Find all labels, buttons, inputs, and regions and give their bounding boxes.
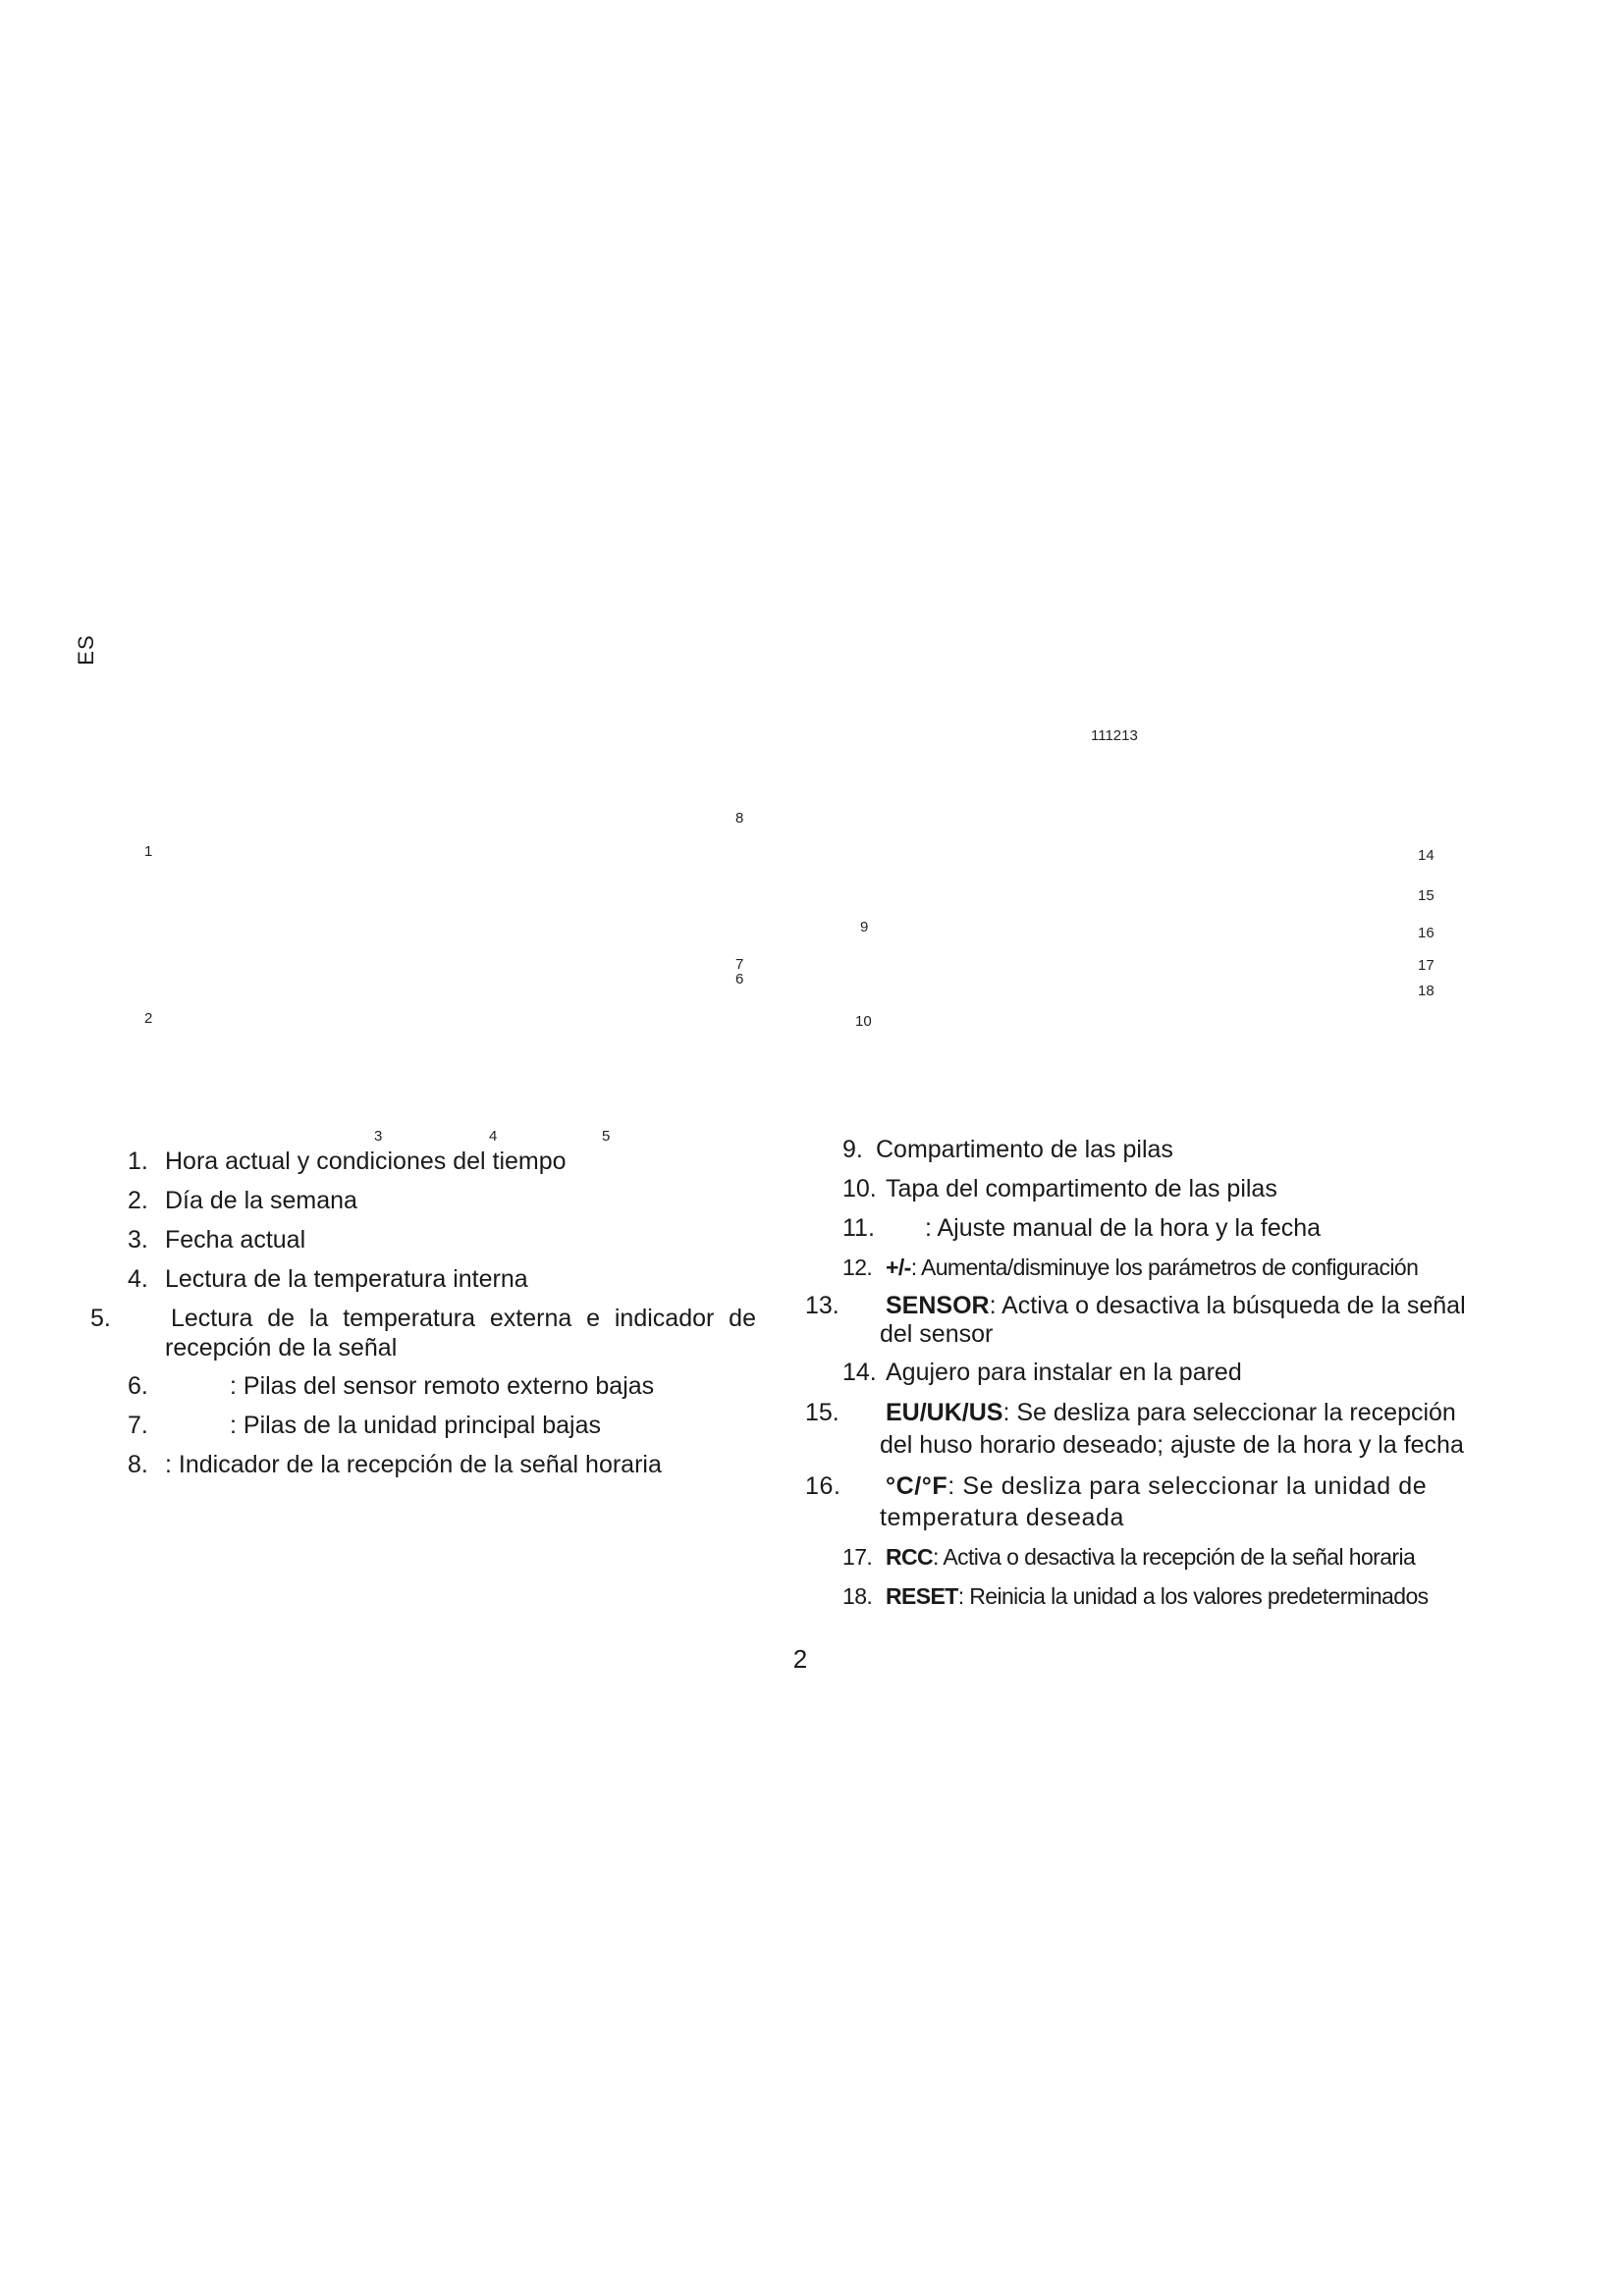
language-tab: ES <box>74 634 98 666</box>
legend-item-10: 10. Tapa del compartimento de las pilas <box>842 1175 1277 1202</box>
legend-list-left <box>90 1147 756 1489</box>
legend-item-1: 1. Hora actual y condiciones del tiempo <box>128 1148 567 1175</box>
legend-item-5: 5. Lectura de la temperatura externa e indicador de recepción de la señal <box>90 1305 756 1362</box>
legend-item-9: 9. Compartimento de las pilas <box>842 1136 1173 1163</box>
callout-8: 8 <box>735 810 744 827</box>
legend-item-14: 14. Agujero para instalar en la pared <box>842 1359 1242 1386</box>
callout-1: 1 <box>144 843 153 860</box>
legend-item-7: 7. : Pilas de la unidad principal bajas <box>128 1412 602 1439</box>
legend-item-15: 15. EU/UK/US: Se desliza para seleccionar la recepción del huso horario deseado; ajuste de la hora y la fecha <box>805 1399 1464 1459</box>
legend-item-17: 17. RCC: Activa o desactiva la recepción de la señal horaria <box>842 1544 1416 1570</box>
callout-4: 4 <box>489 1128 498 1145</box>
callout-5: 5 <box>602 1128 611 1145</box>
callout-2: 2 <box>144 1010 153 1027</box>
legend-item-2: 2. Día de la semana <box>128 1187 357 1214</box>
legend-item-11: 11. : Ajuste manual de la hora y la fecha <box>842 1214 1322 1242</box>
legend-item-13: 13. SENSOR: Activa o desactiva la búsqueda de la señal del sensor <box>805 1292 1466 1348</box>
legend-item-16: 16. °C/°F: Se desliza para seleccionar la unidad de temperatura deseada <box>805 1472 1428 1531</box>
callout-11-12-13: 111213 <box>1091 727 1138 744</box>
legend-item-12: 12. +/-: Aumenta/disminuye los parámetros de configuración <box>842 1255 1419 1280</box>
callout-6: 6 <box>735 971 744 988</box>
legend-item-8: 8. : Indicador de la recepción de la señal horaria <box>128 1451 662 1478</box>
page-number: 2 <box>792 1644 808 1674</box>
legend-list-right <box>805 1135 1490 1621</box>
callout-9: 9 <box>860 919 869 935</box>
callout-7: 7 <box>735 956 744 973</box>
callout-10: 10 <box>855 1013 872 1030</box>
callout-3: 3 <box>374 1128 383 1145</box>
legend-item-6: 6. : Pilas del sensor remoto externo bajas <box>128 1372 655 1400</box>
legend-item-3: 3. Fecha actual <box>128 1226 306 1254</box>
callout-18: 18 <box>1418 983 1435 999</box>
callout-15: 15 <box>1418 887 1435 904</box>
callout-14: 14 <box>1418 847 1435 864</box>
legend-item-18: 18. RESET: Reinicia la unidad a los valores predeterminados <box>842 1583 1429 1609</box>
callout-17: 17 <box>1418 957 1435 974</box>
callout-16: 16 <box>1418 925 1435 941</box>
legend-item-4: 4. Lectura de la temperatura interna <box>128 1265 528 1293</box>
